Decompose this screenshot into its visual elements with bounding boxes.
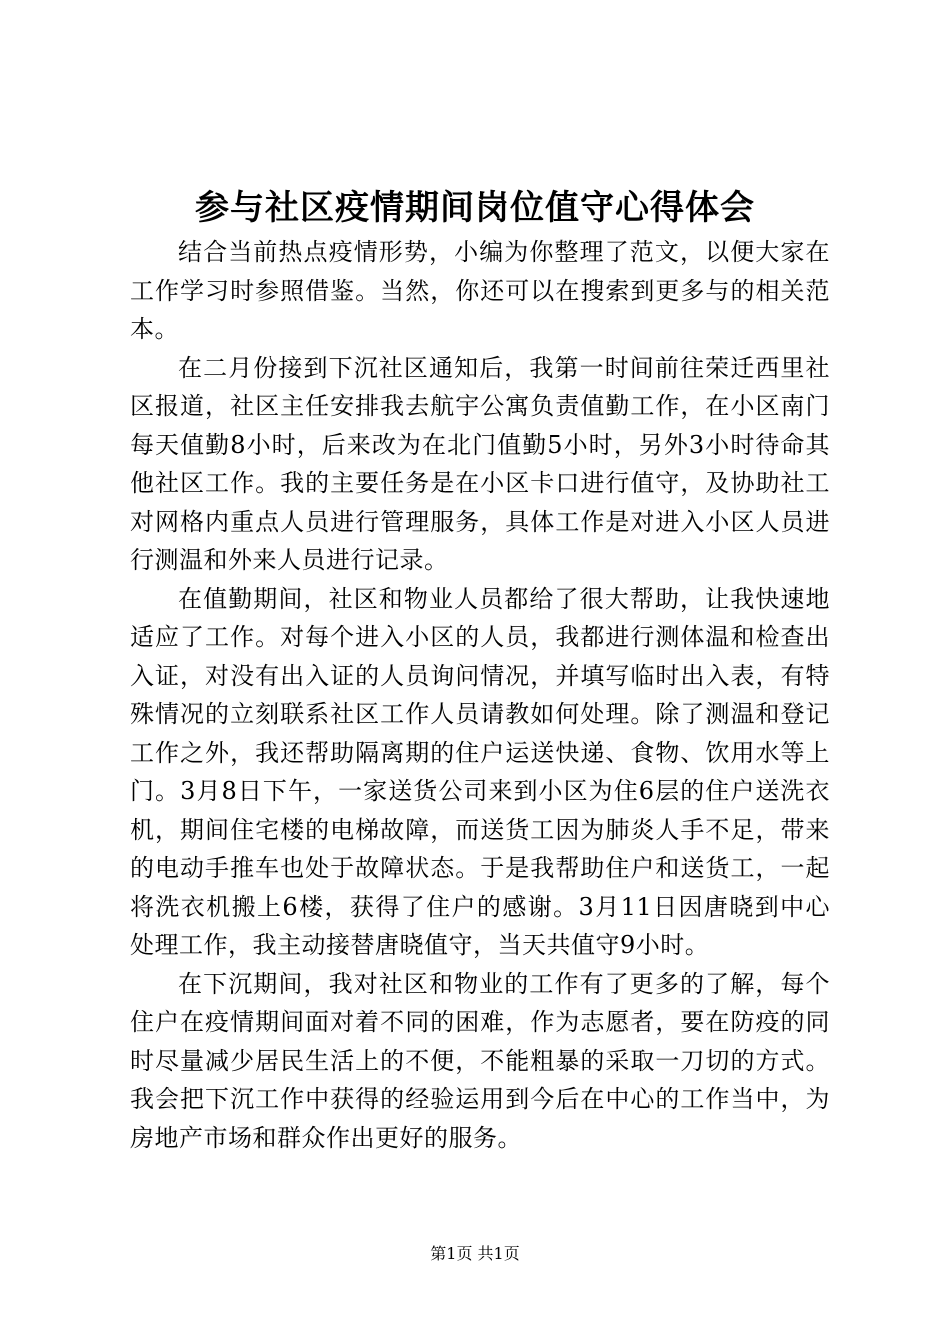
document-title: 参与社区疫情期间岗位值守心得体会 [195, 188, 755, 228]
paragraph-intro: 结合当前热点疫情形势，小编为你整理了范文，以便大家在工作学习时参照借鉴。当然，你还可以在搜索到更多与的相关范本。 [130, 238, 830, 343]
document-body [130, 233, 830, 1157]
paragraph-assignment: 在二月份接到下沉社区通知后，我第一时间前往荣迁西里社区报道，社区主任安排我去航宇公寓负责值勤工作，在小区南门每天值勤8小时，后来改为在北门值勤5小时，另外3小时待命其他社区工作。我的主要任务是在小区卡口进行值守，及协助社工对网格内重点人员进行管理服务，具体工作是对进入小区人员进行测温和外来人员进行记录。 [130, 353, 830, 574]
paragraph-reflection: 在下沉期间，我对社区和物业的工作有了更多的了解，每个住户在疫情期间面对着不同的困难，作为志愿者，要在防疫的同时尽量减少居民生活上的不便，不能粗暴的采取一刀切的方式。我会把下沉工作中获得的经验运用到今后在中心的工作当中，为房地产市场和群众作出更好的服务。 [130, 969, 830, 1152]
page-footer: 第1页 共1页 [430, 1244, 520, 1263]
paragraph-duty-period: 在值勤期间，社区和物业人员都给了很大帮助，让我快速地适应了工作。对每个进入小区的人员，我都进行测体温和检查出入证，对没有出入证的人员询问情况，并填写临时出入表，有特殊情况的立刻联系社区工作人员请教如何处理。除了测温和登记工作之外，我还帮助隔离期的住户运送快递、食物、饮用水等上门。3月8日下午，一家送货公司来到小区为住6层的住户送洗衣机，期间住宅楼的电梯故障，而送货工因为肺炎人手不足，带来的电动手推车也处于故障状态。于是我帮助住户和送货工，一起将洗衣机搬上6楼，获得了住户的感谢。3月11日因唐晓到中心处理工作，我主动接替唐晓值守，当天共值守9小时。 [130, 584, 830, 959]
